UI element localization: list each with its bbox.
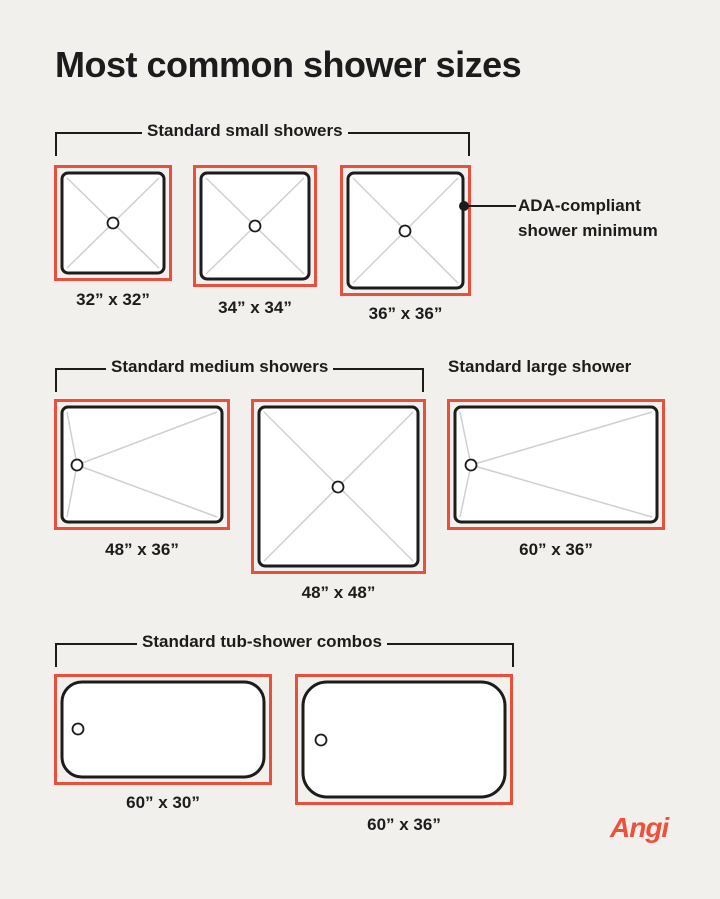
tray-48x48 [251, 399, 426, 574]
size-label-60x30: 60” x 30” [126, 793, 200, 812]
ada-callout [518, 193, 658, 243]
group-label-small: Standard small showers [142, 121, 348, 141]
group-label-medium: Standard medium showers [106, 357, 333, 377]
size-label-48x48: 48” x 48” [301, 583, 376, 602]
size-label-48x36: 48” x 36” [105, 540, 179, 559]
callout-pointer [458, 199, 518, 213]
ada-callout-line1: ADA-compliant [518, 196, 641, 215]
size-label-60x36-large: 60” x 36” [519, 540, 593, 559]
ada-callout-line2: shower minimum [518, 221, 658, 240]
tray-32x32 [54, 165, 172, 281]
size-label-32x32: 32” x 32” [76, 290, 150, 309]
angi-logo: Angi [610, 812, 669, 843]
size-label-36x36: 36” x 36” [368, 304, 443, 323]
tub-60x36 [295, 674, 513, 805]
tray-34x34 [193, 165, 317, 287]
tray-48x36 [54, 399, 230, 530]
page-title: Most common shower sizes [55, 44, 522, 85]
size-label-60x36-tub: 60” x 36” [367, 815, 441, 834]
size-label-34x34: 34” x 34” [218, 298, 292, 317]
tray-36x36 [340, 165, 471, 296]
group-label-combo: Standard tub-shower combos [137, 632, 387, 652]
tub-60x30 [54, 674, 272, 785]
tray-60x36 [447, 399, 665, 530]
group-label-large: Standard large shower [443, 357, 636, 377]
